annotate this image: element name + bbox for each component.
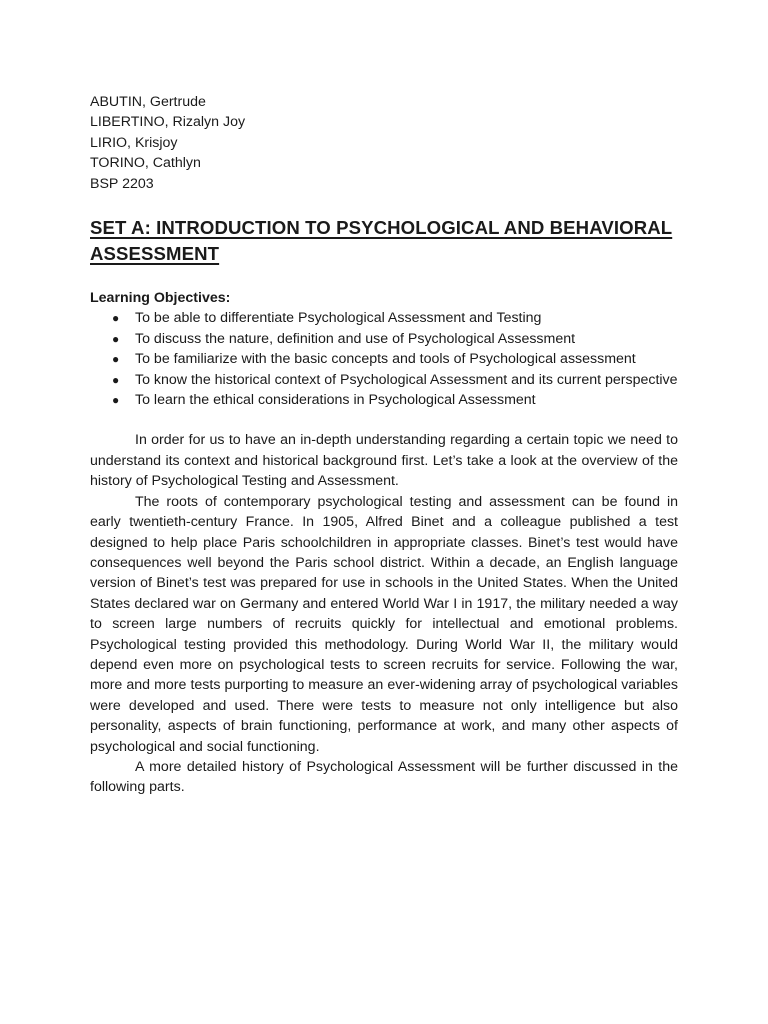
author-name: LIRIO, Krisjoy: [90, 134, 178, 151]
body-paragraph: The roots of contemporary psychological testing and assessment can be found in early twentieth-century France. In 1905, Alfred Binet and a colleague published a test designed to help place Paris schoolchildren in appropriate classes. Binet’s test would have consequences well beyond the Paris school district. Within a decade, an English language version of Binet’s test was prepared for use in schools in the United States. When the United States declared war on Germany and entered World War I in 1917, the military needed a way to screen large numbers of recruits quickly for intellectual and emotional problems. Psychological testing provided this methodology. During World War II, the military would depend even more on psychological tests to screen recruits for service. Following the war, more and more tests purporting to measure an ever-widening array of psychological variables were developed and used. There were tests to measure not only intelligence but also personality, aspects of brain functioning, performance at work, and many other aspects of psychological and social functioning.: [90, 493, 678, 755]
author-name: LIBERTINO, Rizalyn Joy: [90, 114, 246, 131]
author-name: TORINO, Cathlyn: [90, 155, 201, 172]
objectives-list: [90, 308, 678, 410]
objective-item: [90, 329, 678, 349]
author-name: ABUTIN, Gertrude: [90, 94, 206, 110]
body-paragraph: A more detailed history of Psychological Assessment will be further discussed in the following parts.: [90, 758, 678, 796]
objective-text: To be able to differentiate Psychological Assessment and Testing: [135, 310, 542, 327]
objective-item: [90, 308, 678, 328]
objective-item: [90, 349, 678, 369]
bullet-icon: ●: [112, 393, 120, 408]
document-title: SET A: INTRODUCTION TO PSYCHOLOGICAL AND BEHAVIORAL ASSESSMENT: [90, 217, 673, 265]
objective-item: [90, 370, 678, 390]
bullet-icon: ●: [112, 372, 120, 387]
objective-text: To be familiarize with the basic concepts and tools of Psychological assessment: [135, 351, 636, 368]
body-text: [90, 430, 678, 797]
section-code: BSP 2203: [90, 175, 154, 192]
body-paragraph: In order for us to have an in-depth understanding regarding a certain topic we need to understand its context and historical background first. Let’s take a look at the overview of the history of Psychological Testing and Assessment.: [90, 432, 678, 490]
document-page: [90, 92, 678, 798]
bullet-icon: ●: [112, 352, 120, 367]
objective-item: [90, 390, 678, 410]
author-block: [90, 92, 678, 194]
bullet-icon: ●: [112, 311, 120, 326]
objective-text: To learn the ethical considerations in Psychological Assessment: [135, 392, 536, 409]
objectives-heading: Learning Objectives:: [90, 290, 231, 307]
objective-text: To discuss the nature, definition and use of Psychological Assessment: [135, 330, 576, 347]
objective-text: To know the historical context of Psychological Assessment and its current perspective: [135, 371, 678, 388]
bullet-icon: ●: [112, 331, 120, 346]
